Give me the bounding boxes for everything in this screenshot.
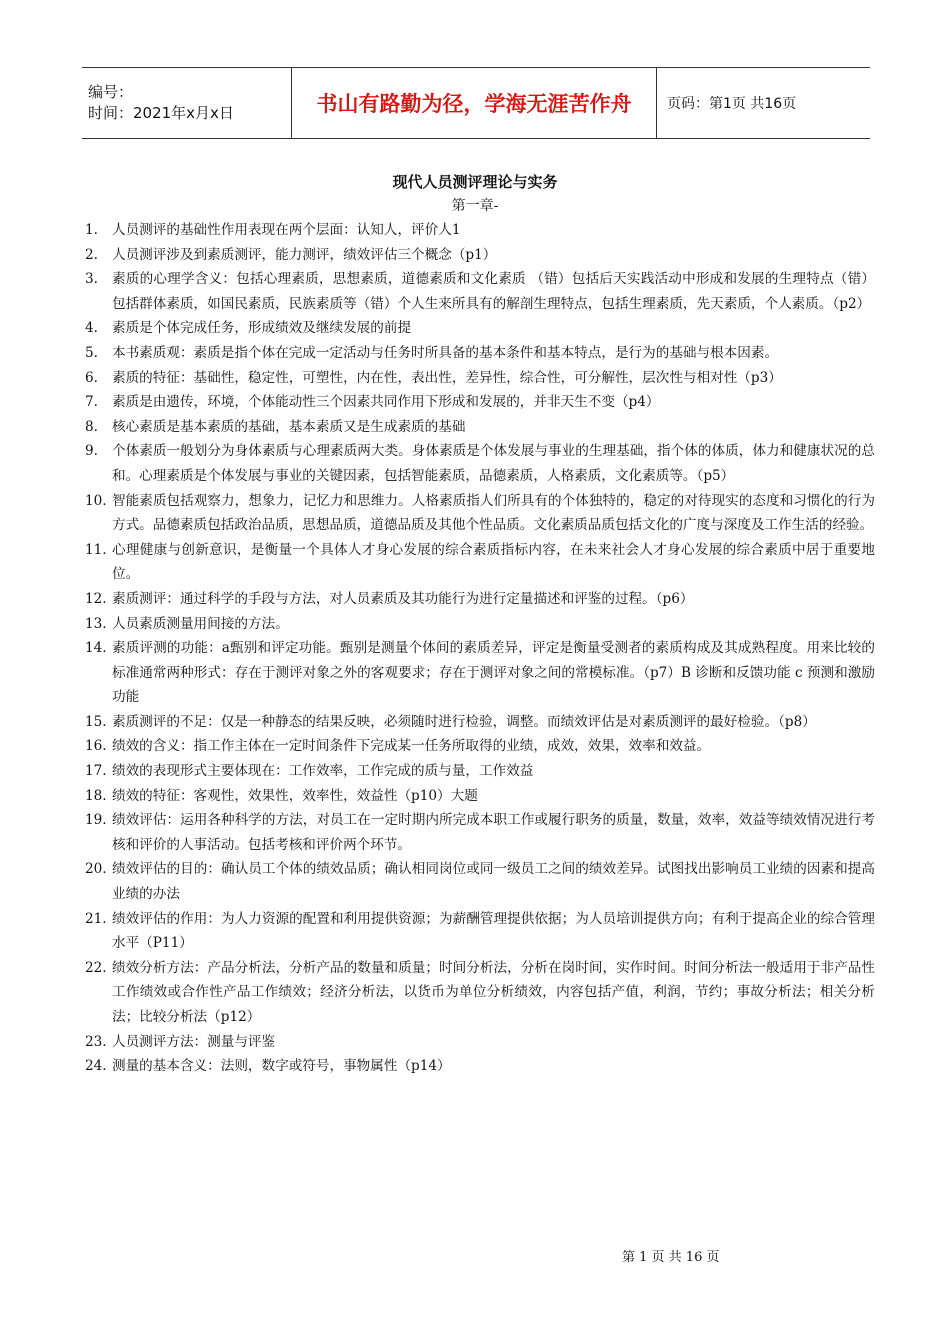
item-number: 11. <box>85 541 107 558</box>
item-text: 绩效的特征：客观性，效果性，效率性，效益性（p10）大题 <box>112 787 478 804</box>
item-number: 16. <box>85 738 107 755</box>
item-text: 素质测评的不足：仅是一种静态的结果反映，必须随时进行检验，调整。而绩效评估是对素质测评的最好检验。（p8） <box>112 713 816 730</box>
item-number: 15. <box>85 713 107 730</box>
list-item <box>85 243 875 268</box>
item-number: 12. <box>85 590 107 607</box>
item-text: 人员素质测量用间接的方法。 <box>112 615 289 632</box>
date-label: 时间：2021年x月x日 <box>88 104 234 122</box>
item-text: 人员测评涉及到素质测评，能力测评，绩效评估三个概念（p1） <box>112 246 497 263</box>
item-text: 素质测评：通过科学的手段与方法，对人员素质及其功能行为进行定量描述和评鉴的过程。（p6） <box>112 590 694 607</box>
item-number: 21. <box>85 910 107 927</box>
list-item <box>85 759 875 784</box>
item-text: 素质是由遗传，环境，个体能动性三个因素共同作用下形成和发展的，并非天生不变（p4） <box>112 394 660 411</box>
item-text: 心理健康与创新意识，是衡量一个具体人才身心发展的综合素质指标内容，在未来社会人才身心发展的综合素质中居于重要地位。 <box>112 541 875 583</box>
list-item <box>85 316 875 341</box>
item-text: 个体素质一般划分为身体素质与心理素质两大类。身体素质是个体发展与事业的生理基础，指个体的体质，体力和健康状况的总和。心理素质是个体发展与事业的关键因素，包括智能素质，品德素质，人格素质，文化素质等。（p5） <box>112 443 875 484</box>
item-text: 核心素质是基本素质的基础，基本素质又是生成素质的基础 <box>112 418 466 435</box>
item-text: 绩效的表现形式主要体现在：工作效率，工作完成的质与量，工作效益 <box>112 763 534 780</box>
item-text: 智能素质包括观察力，想象力，记忆力和思维力。人格素质指人们所具有的个体独特的，稳定的对待现实的态度和习惯化的行为方式。品德素质包括政治品质，思想品质，道德品质及其他个性品质。文化素质品质包括文化的广度与深度及工作生活的经验。 <box>112 492 875 534</box>
list-item <box>85 784 875 809</box>
header-page-info: 页码：第1页 共16页 <box>667 96 797 112</box>
item-text: 本书素质观：素质是指个体在完成一定活动与任务时所具备的基本条件和基本特点，是行为的基础与根本因素。 <box>112 344 779 361</box>
item-text: 测量的基本含义：法则，数字或符号，事物属性（p14） <box>112 1058 451 1075</box>
list-item <box>85 956 875 1030</box>
chapter-heading: 第一章- <box>451 198 499 214</box>
item-number: 3. <box>85 271 98 288</box>
item-number: 9. <box>85 443 98 460</box>
item-text: 绩效分析方法：产品分析法，分析产品的数量和质量；时间分析法，分析在岗时间，实作时间。时间分析法一般适用于非产品性工作绩效或合作性产品工作绩效；经济分析法，以货币为单位分析绩效，内容包括产值，利润，节约；事故分析法；相关分析法；比较分析法（p12） <box>112 959 875 1025</box>
item-number: 6. <box>85 369 98 386</box>
item-number: 14. <box>85 640 107 657</box>
item-number: 22. <box>85 959 107 976</box>
list-item <box>85 636 875 710</box>
list-item <box>85 267 875 316</box>
header-motto: 书山有路勤为径，学海无涯苦作舟 <box>292 68 657 138</box>
list-item <box>85 366 875 391</box>
footer-page-number: 第 1 页 共 16 页 <box>622 1250 720 1265</box>
list-item <box>85 907 875 956</box>
item-number: 24. <box>85 1058 107 1075</box>
item-number: 5. <box>85 344 98 361</box>
list-item <box>85 1054 875 1079</box>
item-text: 素质是个体完成任务，形成绩效及继续发展的前提 <box>112 320 412 337</box>
number-label: 编号： <box>88 83 134 101</box>
numbered-list <box>85 218 875 1079</box>
list-item <box>85 439 875 488</box>
item-text: 素质评测的功能：a甄别和评定功能。甄别是测量个体间的素质差异，评定是衡量受测者的素质构成及其成熟程度。用来比较的标准通常两种形式：存在于测评对象之外的客观要求；存在于测评对象之间的常模标准。（p7）B 诊断和反馈功能 c 预测和激励功能 <box>112 640 875 706</box>
document-title: 现代人员测评理论与实务 <box>392 173 558 191</box>
item-text: 绩效评估的目的：确认员工个体的绩效品质；确认相同岗位或同一级员工之间的绩效差异。试图找出影响员工业绩的因素和提高业绩的办法 <box>112 861 875 903</box>
list-item <box>85 489 875 538</box>
list-item <box>85 734 875 759</box>
item-number: 17. <box>85 763 107 780</box>
item-text: 人员测评的基础性作用表现在两个层面：认知人，评价人1 <box>112 222 461 238</box>
list-item <box>85 612 875 637</box>
item-number: 19. <box>85 812 107 829</box>
list-item <box>85 710 875 735</box>
item-text: 绩效评估的作用：为人力资源的配置和利用提供资源；为薪酬管理提供依据；为人员培训提供方向；有利于提高企业的综合管理水平（P11） <box>112 910 875 952</box>
list-item <box>85 587 875 612</box>
item-number: 18. <box>85 787 107 804</box>
list-item <box>85 538 875 587</box>
list-item <box>85 390 875 415</box>
item-number: 1. <box>85 222 98 238</box>
item-text: 绩效评估：运用各种科学的方法，对员工在一定时期内所完成本职工作或履行职务的质量，数量，效率，效益等绩效情况进行考核和评价的人事活动。包括考核和评价两个环节。 <box>112 812 875 853</box>
item-number: 4. <box>85 320 98 337</box>
item-text: 绩效的含义：指工作主体在一定时间条件下完成某一任务所取得的业绩，成效，效果，效率和效益。 <box>112 738 711 755</box>
list-item <box>85 341 875 366</box>
item-number: 20. <box>85 861 107 878</box>
item-number: 7. <box>85 394 98 411</box>
item-number: 8. <box>85 418 98 435</box>
item-number: 23. <box>85 1033 107 1050</box>
list-item <box>85 808 875 857</box>
list-item <box>85 857 875 906</box>
item-number: 10. <box>85 492 107 509</box>
item-text: 人员测评方法：测量与评鉴 <box>112 1033 276 1050</box>
page-header <box>82 67 870 139</box>
item-number: 13. <box>85 615 107 632</box>
list-item <box>85 1030 875 1055</box>
header-meta <box>82 68 292 138</box>
item-text: 素质的心理学含义：包括心理素质，思想素质，道德素质和文化素质 （错）包括后天实践活动中形成和发展的生理特点（错）包括群体素质，如国民素质，民族素质等（错）个人生来所具有的解剖生理特点，包括生理素质，先天素质，个人素质。（p2） <box>112 271 875 312</box>
item-text: 素质的特征：基础性，稳定性，可塑性，内在性，表出性，差异性，综合性，可分解性，层次性与相对性（p3） <box>112 369 782 386</box>
list-item <box>85 218 875 243</box>
item-number: 2. <box>85 246 98 263</box>
list-item <box>85 415 875 440</box>
